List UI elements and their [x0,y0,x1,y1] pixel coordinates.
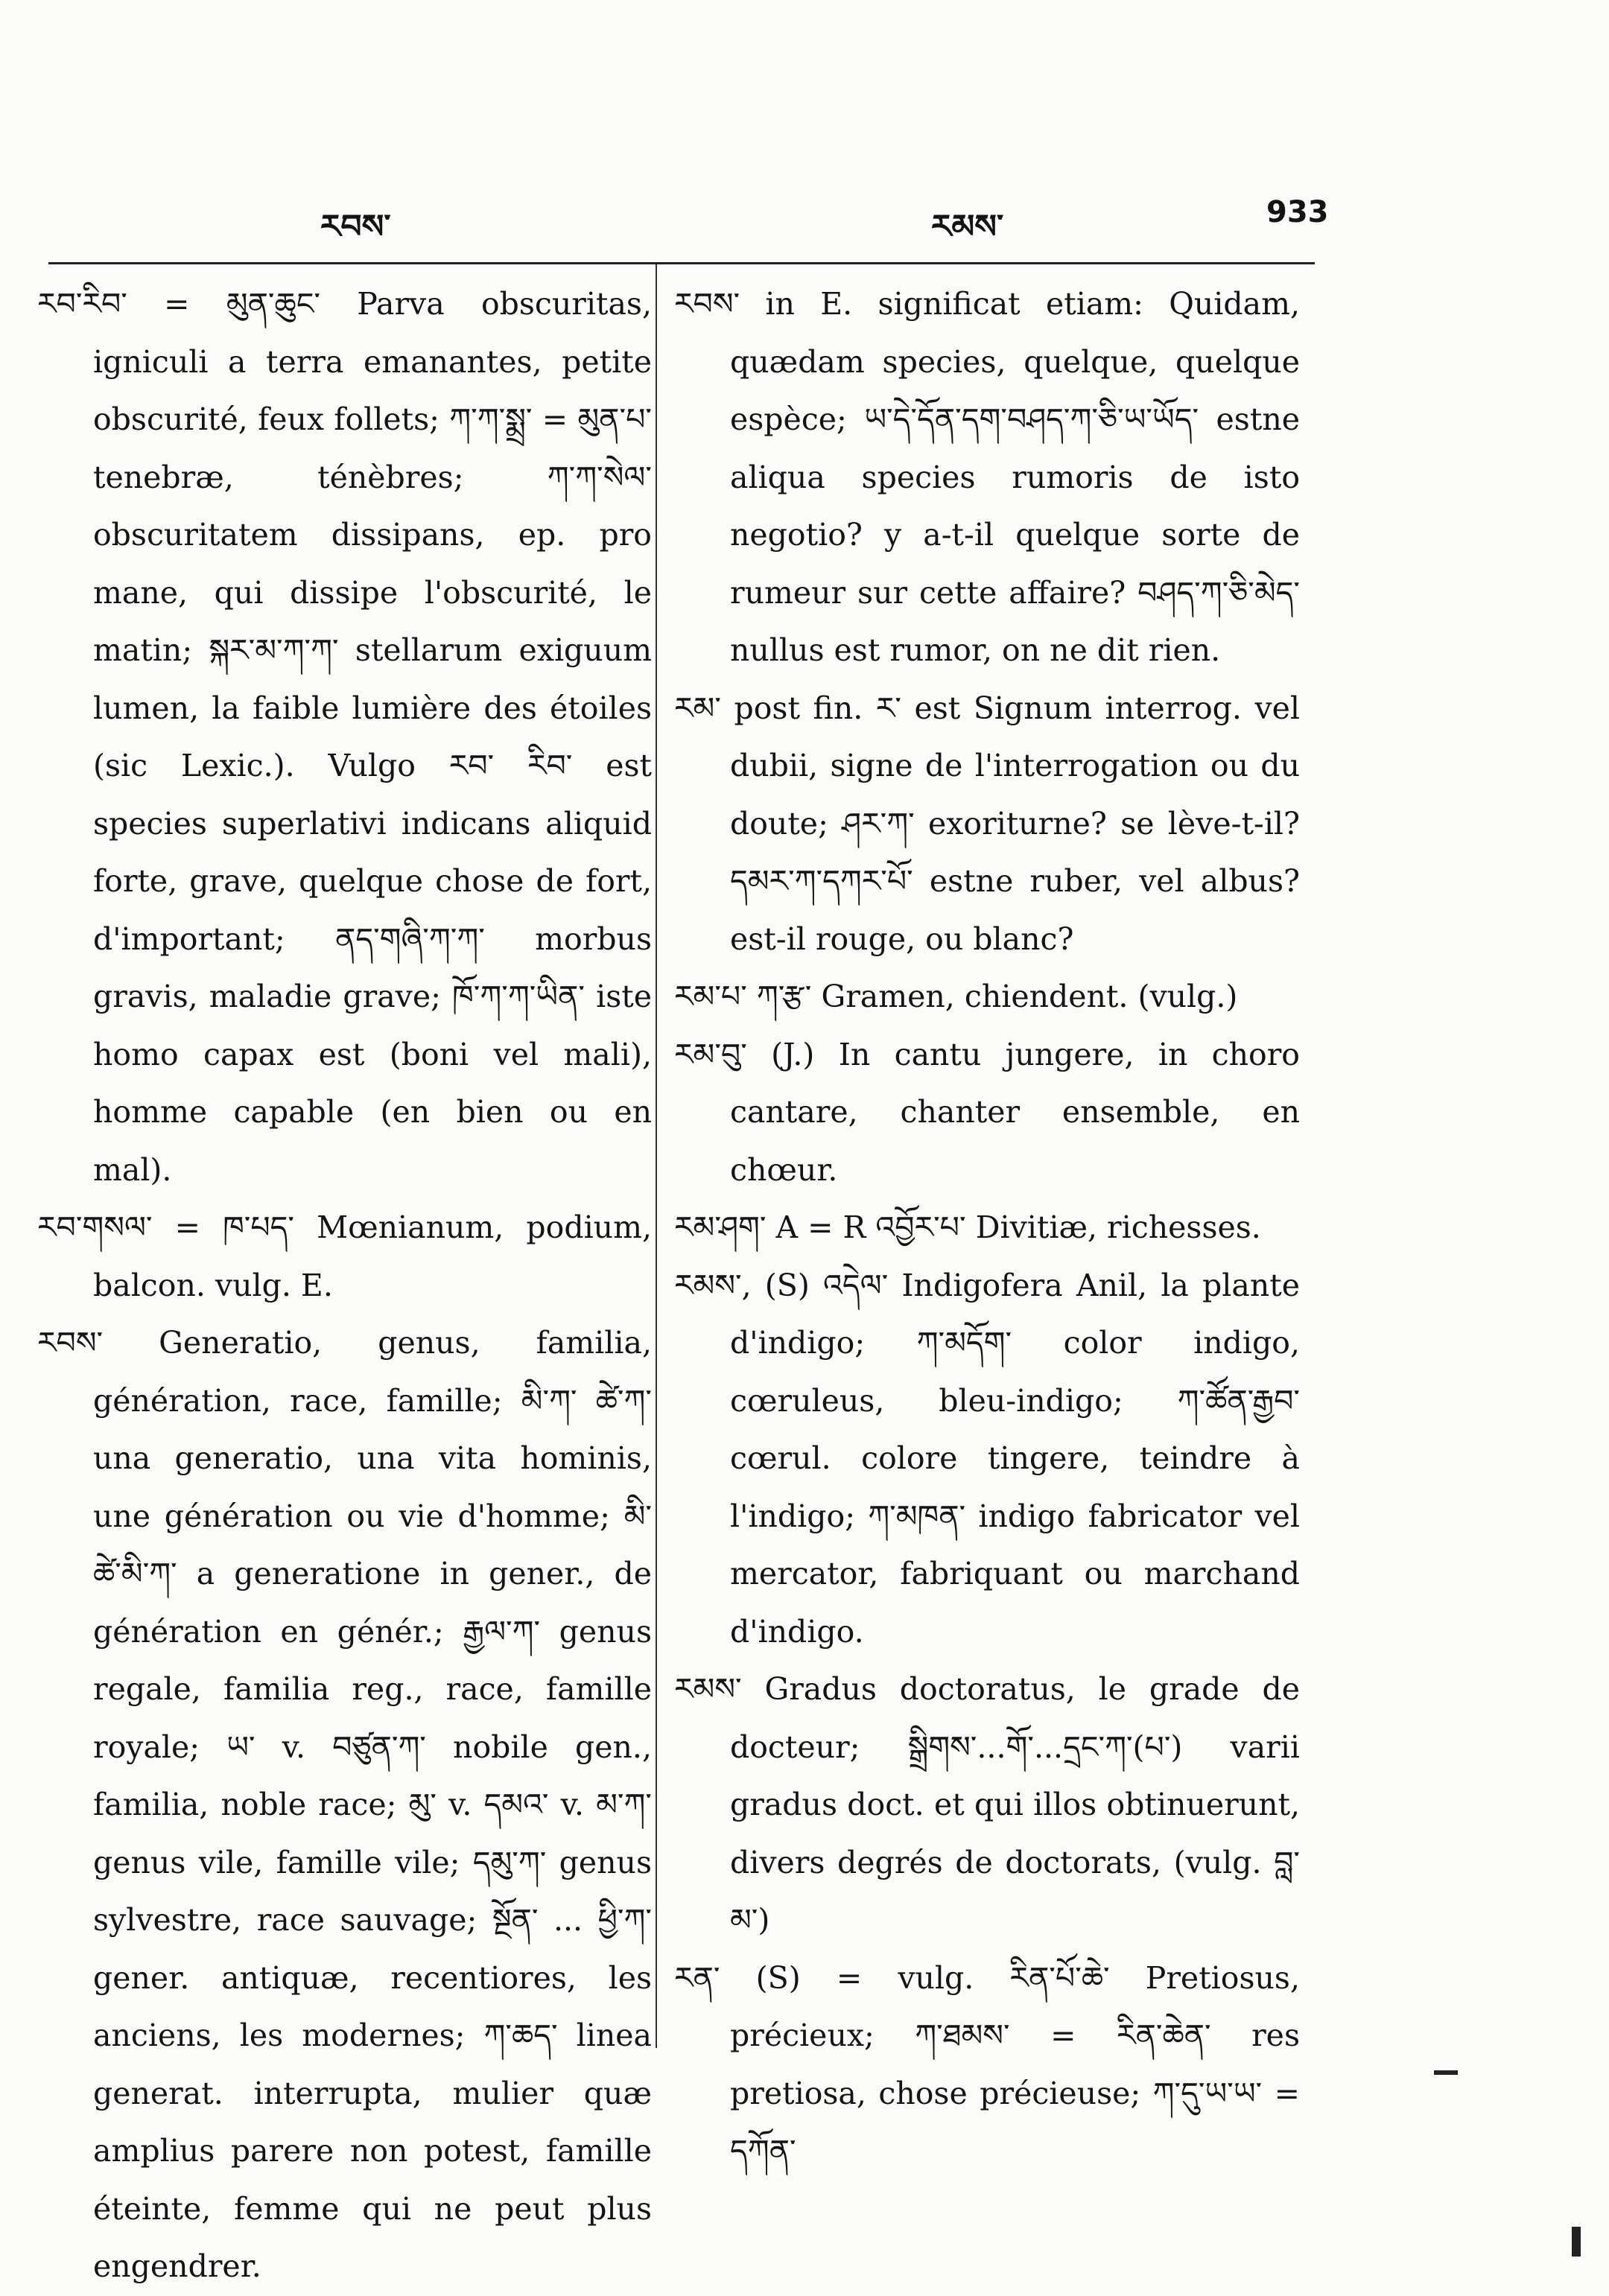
scan-mark-corner [1572,2227,1581,2257]
entry-ram-pa: རམ་པ་ ཀ་རྩ་ Gramen, chiendent. (vulg.) [674,979,1238,1014]
entry-rabs-e: རབས་ in E. significat etiam: Quidam, quædam species, quelque, quelque espèce; ཡ་དེ་དོན་དག་བཤད་ཀ་ཅི་ཡ་ཡོད་ estne aliqua species rumoris de isto negotio? y a-t-il quelque sorte de rumeur sur cette affaire? བཤད་ཀ་ཅི་མེད་ nullus est rumor, on ne dit rien. [674,286,1300,668]
right-column [674,276,1300,2181]
left-column [37,276,652,2296]
header-rule [48,262,1315,264]
entry-rab-gsal: རབ་གསལ་ = ཁ་པད་ Mœnianum, podium, balcon. vulg. E. [37,1209,652,1303]
page-number: 933 [1266,195,1329,229]
entry-rabs: རབས་ Generatio, genus, familia, génération, race, famille; མི་ཀ་ ཚེ་ཀ་ una generatio, una vita hominis, une génération ou vie d'homme; མི་ཚེ་མི་ཀ་ a generatione in gener., de génération en génér.; རྒྱལ་ཀ་ genus regale, familia reg., race, famille royale; ཡ་ v. བཙུན་ཀ་ nobile gen., familia, noble race; མུ་ v. དམའ་ v. མ་ཀ་ genus vile, famille vile; དམུ་ཀ་ genus sylvestre, race sauvage; སྔོན་ ... ཕྱི་ཀ་ gener. antiquæ, recentiores, les anciens, les modernes; ཀ་ཆད་ linea generat. interrupta, mulier quæ amplius parere non potest, famille éteinte, femme qui ne peut plus engendrer. [37,1325,652,2284]
entry-ran: རན་ (S) = vulg. རིན་པོ་ཆེ་ Pretiosus, précieux; ཀ་ཐམས་ = རིན་ཆེན་ res pretiosa, chose précieuse; ཀ་དུ་ཡ་ཡ་ = དཀོན་ [674,1959,1300,2169]
running-head-left: རབས་ [320,208,391,246]
entry-ram-shag: རམ་ཤག་ A = R འབྱོར་པ་ Divitiæ, richesses. [674,1209,1261,1245]
entry-rab-rib: རབ་རིབ་ = མུན་ཆུང་ Parva obscuritas, igniculi a terra emanantes, petite obscurité, feux follets; ཀ་ཀ་སྨྲ་ = མུན་པ་ tenebræ, ténèbres; ཀ་ཀ་སེལ་ obscuritatem dissipans, ep. pro mane, qui dissipe l'obscurité, le matin; སྐར་མ་ཀ་ཀ་ stellarum exiguum lumen, la faible lumière des étoiles (sic Lexic.). Vulgo རབ་ རིབ་ est species superlativi indicans aliquid forte, grave, quelque chose de fort, d'important; ནད་གཞི་ཀ་ཀ་ morbus gravis, maladie grave; ཁོ་ཀ་ཀ་ཡིན་ iste homo capax est (boni vel mali), homme capable (en bien ou en mal). [37,286,652,1188]
entry-ram: རམ་ post fin. ར་ est Signum interrog. vel dubii, signe de l'interrogation ou du doute; ཤར་ཀ་ exoriturne? se lève-t-il? དམར་ཀ་དཀར་པོ་ estne ruber, vel albus? est-il rouge, ou blanc? [674,690,1300,957]
entry-rams-grade: རམས་ Gradus doctoratus, le grade de docteur; སྒྲིགས་...གོ་...དྲང་ཀ་(པ་) varii gradus doct. et qui illos obtinuerunt, divers degrés de doctorats, (vulg. བླ་མ་) [674,1671,1300,1938]
scan-mark-right [1434,2070,1458,2075]
running-head-right: རམས་ [931,208,1004,246]
column-divider [656,264,657,2048]
entry-rams-s: རམས་, (S) འདེལ་ Indigofera Anil, la plante d'indigo; ཀ་མདོག་ color indigo, cœruleus, bleu-indigo; ཀ་ཚོན་རྒྱབ་ cœrul. colore tingere, teindre à l'indigo; ཀ་མཁན་ indigo fabricator vel mercator, fabriquant ou marchand d'indigo. [674,1267,1300,1650]
entry-ram-bu: རམ་བུ་ (J.) In cantu jungere, in choro cantare, chanter ensemble, en chœur. [674,1036,1300,1188]
